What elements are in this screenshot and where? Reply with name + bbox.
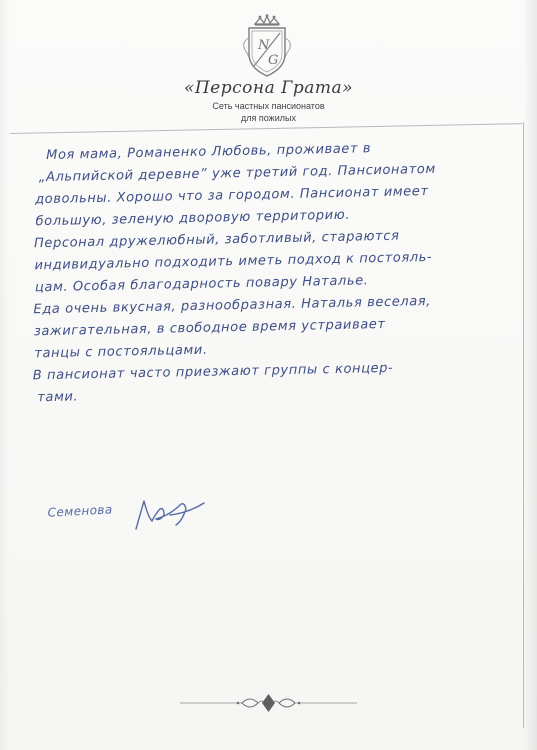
letter-line: зажигательная, в свободное время устраивает — [33, 316, 386, 340]
emblem-letter-n: N — [258, 38, 270, 53]
signature-mark-icon — [130, 495, 210, 535]
handwritten-letter — [32, 135, 521, 409]
letter-line: довольны. Хорошо что за городом. Пансионат имеет — [34, 183, 429, 208]
letter-line: большую, зеленую дворовую территорию. — [35, 207, 351, 230]
frame-right-line — [523, 122, 524, 728]
letter-line: Еда очень вкусная, разнообразная. Наталья веселая, — [33, 293, 432, 318]
frame-top-left-line — [10, 123, 522, 134]
signature-name: Семенова — [47, 502, 113, 520]
emblem-letter-g: G — [268, 53, 279, 68]
brand-subtitle-line1: Сеть частных пансионатов — [212, 101, 325, 111]
letter-line: В пансионат часто приезжают группы с концер- — [32, 360, 394, 384]
letter-line: индивидуально подходить иметь подход к постояль- — [34, 249, 433, 274]
brand-subtitle-line2: для пожилых — [241, 113, 296, 123]
letter-line: цам. Особая благодарность повару Наталье. — [34, 273, 369, 296]
letter-line: Моя мама, Романенко Любовь, проживает в — [46, 141, 372, 163]
letter-line: Персонал дружелюбный, заботливый, стараются — [33, 228, 400, 252]
brand-emblem-icon — [231, 14, 303, 80]
letter-line: „Альпийской деревне” уже третий год. Пансионатом — [38, 161, 436, 186]
letter-line: тами. — [37, 389, 79, 406]
letter-line: танцы с постояльцами. — [34, 342, 208, 362]
brand-name: «Персона Грата» — [183, 78, 354, 98]
footer-ornament-icon — [180, 690, 357, 716]
